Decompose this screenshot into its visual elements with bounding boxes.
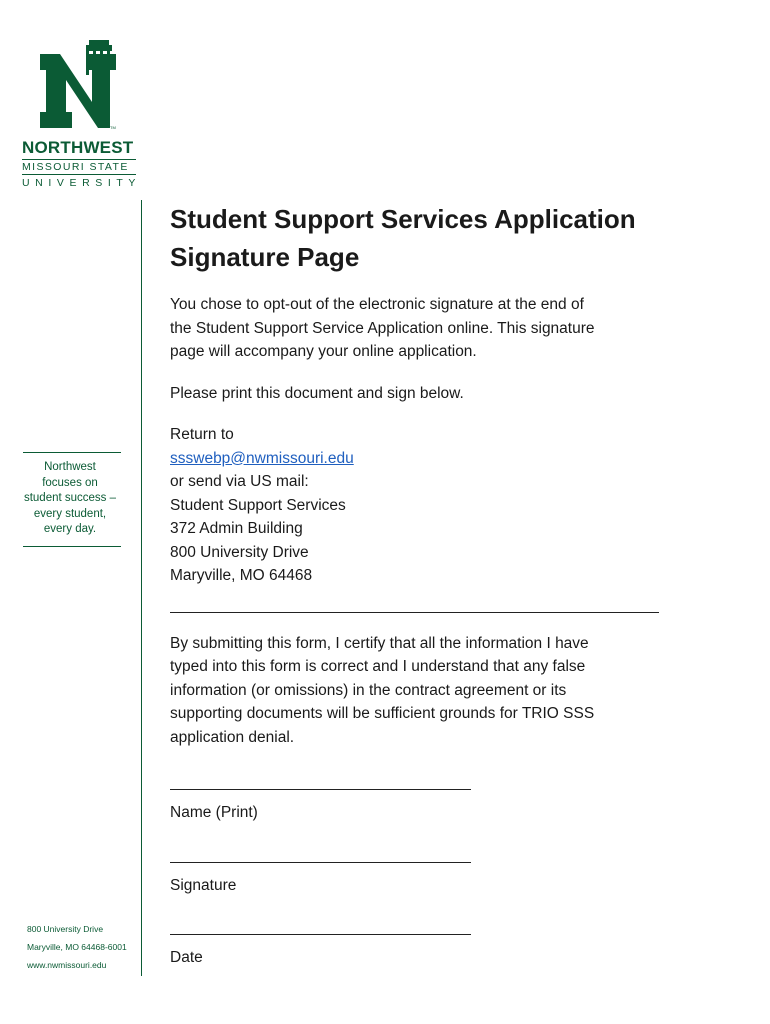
northwest-logo — [40, 40, 118, 130]
trademark-mark: TM — [110, 125, 116, 130]
return-instructions — [170, 423, 670, 588]
address-city: Maryville, MO 64468-6001 — [27, 942, 127, 952]
certification-line: supporting documents will be sufficient grounds for TRIO SSS — [170, 705, 595, 722]
wordmark-divider-bottom — [22, 174, 136, 175]
tagline-line: every day. — [43, 523, 97, 535]
address-website: www.nwmissouri.edu — [27, 960, 107, 970]
wordmark-divider-top — [22, 159, 136, 160]
certification-line: information (or omissions) in the contract agreement or its — [170, 681, 567, 699]
date-label: Date — [170, 949, 203, 966]
tagline-line: every student, — [33, 507, 107, 520]
tagline-line: Northwest — [44, 461, 96, 473]
tagline-line: student success – — [23, 492, 117, 504]
return-line — [170, 423, 670, 494]
certification-paragraph — [170, 632, 670, 750]
wordmark-northwest: NORTHWEST — [22, 138, 134, 157]
print-instruction: Please print this document and sign below. — [170, 384, 464, 402]
name-print-label: Name (Print) — [170, 804, 258, 821]
wordmark-missouri-state: MISSOURI STATE — [22, 161, 129, 173]
return-prefix: Return to — [170, 426, 234, 443]
return-email-link[interactable]: ssswebp@nwmissouri.edu — [170, 449, 354, 467]
certification-line: application denial. — [170, 728, 295, 746]
mail-address-line: Student Support Services — [170, 496, 346, 514]
mail-address-line: 800 University Drive — [170, 543, 309, 561]
intro-line: page will accompany your online application. — [170, 343, 477, 360]
title-line: Student Support Services Application — [170, 204, 636, 234]
title-line: Signature Page — [170, 242, 360, 272]
signature-label: Signature — [170, 876, 237, 894]
sidebar-address — [27, 920, 137, 974]
intro-line: the Student Support Service Application online. This signature — [170, 319, 595, 337]
certification-line: typed into this form is correct and I understand that any false — [170, 658, 586, 675]
intro-line: You chose to opt-out of the electronic signature at the end of — [170, 296, 584, 313]
return-suffix: or send via US mail: — [170, 473, 309, 490]
intro-paragraph — [170, 293, 670, 364]
certification-line: By submitting this form, I certify that all the information I have — [170, 634, 589, 652]
wordmark-university: UNIVERSITY — [22, 177, 142, 189]
tagline-rule-top — [23, 452, 121, 453]
address-street: 800 University Drive — [27, 924, 104, 934]
sidebar-vertical-divider — [141, 200, 142, 976]
mail-address-line: Maryville, MO 64468 — [170, 567, 313, 584]
tagline-line: focuses on — [42, 476, 98, 489]
mail-address-line: 372 Admin Building — [170, 520, 303, 537]
sidebar-tagline — [14, 460, 126, 538]
northwest-n-tower-logo-icon — [40, 40, 118, 130]
page-title — [170, 200, 670, 276]
tagline-rule-bottom — [23, 546, 121, 547]
document-body — [170, 200, 670, 970]
